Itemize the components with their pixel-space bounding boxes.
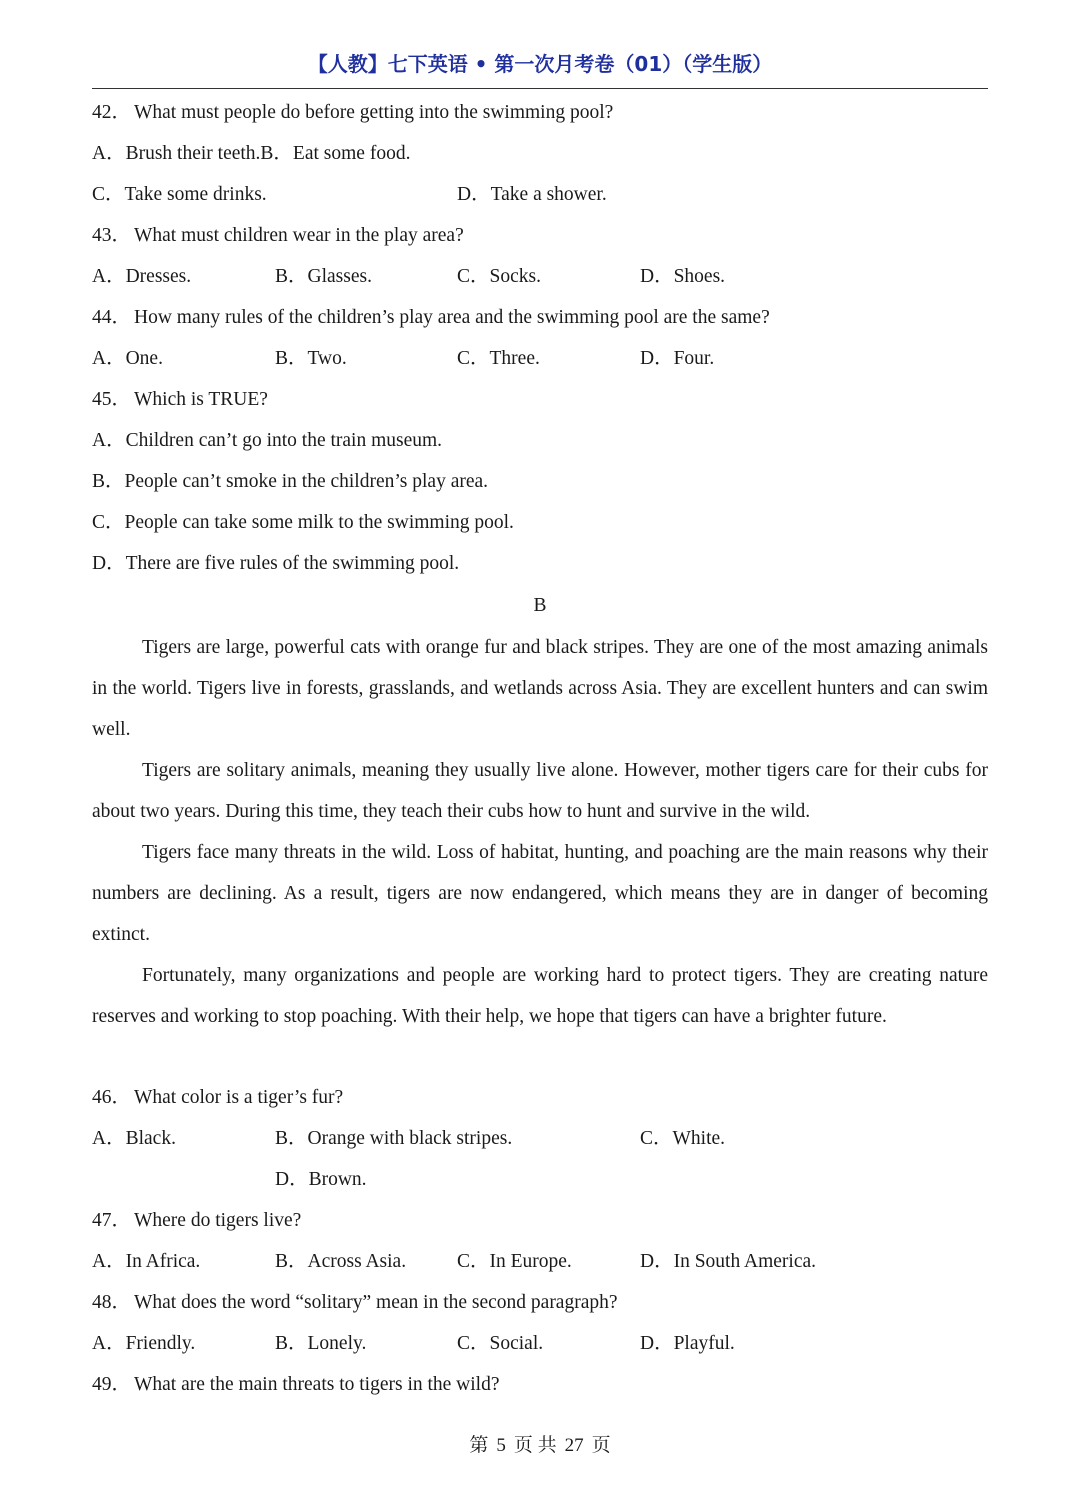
- option-48-a: A．Friendly.: [92, 1333, 196, 1354]
- question-49: [92, 1373, 500, 1397]
- option-43-d: D．Shoes.: [640, 266, 726, 287]
- option-44-b: B．Two.: [275, 348, 347, 369]
- passage-paragraph-3: Tigers face many threats in the wild. Loss of habitat, hunting, and poaching are the main reasons why their numbers are declining. As a result, tigers are now endangered, which means they are in danger of becoming extinct.: [92, 842, 988, 945]
- question-text: What are the main threats to tigers in the wild?: [134, 1374, 500, 1395]
- question-number: 42．: [92, 102, 132, 123]
- option-45-b: B．People can’t smoke in the children’s play area.: [92, 471, 489, 492]
- option-45-c: C．People can take some milk to the swimming pool.: [92, 512, 514, 533]
- question-number: 47．: [92, 1210, 132, 1231]
- option-46-b: B．Orange with black stripes.: [275, 1128, 513, 1149]
- question-47: [92, 1209, 301, 1233]
- option-48-c: C．Social.: [457, 1333, 544, 1354]
- option-42-c: C．Take some drinks.: [92, 184, 267, 205]
- option-46-a: A．Black.: [92, 1128, 176, 1149]
- option-48-d: D．Playful.: [640, 1333, 735, 1354]
- option-44-a: A．One.: [92, 348, 163, 369]
- option-46-c: C．White.: [640, 1128, 726, 1149]
- question-number: 44．: [92, 307, 132, 328]
- option-47-a: A．In Africa.: [92, 1251, 201, 1272]
- question-text: What color is a tiger’s fur?: [134, 1087, 344, 1108]
- option-45-d: D．There are five rules of the swimming pool.: [92, 553, 460, 574]
- page-footer: [0, 1430, 1080, 1457]
- option-45-a: A．Children can’t go into the train museum.: [92, 430, 443, 451]
- option-43-a: A．Dresses.: [92, 266, 192, 287]
- option-46-d: D．Brown.: [275, 1169, 367, 1190]
- question-text: How many rules of the children’s play area and the swimming pool are the same?: [134, 307, 770, 328]
- question-43: [92, 224, 464, 248]
- question-number: 45．: [92, 389, 132, 410]
- option-47-c: C．In Europe.: [457, 1251, 572, 1272]
- question-text: Where do tigers live?: [134, 1210, 302, 1231]
- question-text: What does the word “solitary” mean in the second paragraph?: [134, 1292, 618, 1313]
- question-number: 46．: [92, 1087, 132, 1108]
- footer-prefix: 第: [469, 1435, 489, 1456]
- question-number: 49．: [92, 1374, 132, 1395]
- question-44: [92, 306, 770, 330]
- section-label: B: [533, 595, 547, 616]
- option-47-b: B．Across Asia.: [275, 1251, 407, 1272]
- option-42-ab: A．Brush their teeth.B．Eat some food.: [92, 143, 411, 164]
- footer-page-number: 5: [496, 1435, 506, 1456]
- question-number: 48．: [92, 1292, 132, 1313]
- option-42-d: D．Take a shower.: [457, 184, 607, 205]
- passage-paragraph-4: Fortunately, many organizations and people are working hard to protect tigers. They are creating nature reserves and working to stop poaching. With their help, we hope that tigers can have a brighter future.: [92, 965, 988, 1027]
- option-44-d: D．Four.: [640, 348, 715, 369]
- question-number: 43．: [92, 225, 132, 246]
- footer-total-pages: 27: [564, 1435, 584, 1456]
- option-43-b: B．Glasses.: [275, 266, 372, 287]
- passage-paragraph-2: Tigers are solitary animals, meaning they usually live alone. However, mother tigers care for their cubs for about two years. During this time, they teach their cubs how to hunt and survive in the wild.: [92, 760, 988, 822]
- question-42: [92, 101, 613, 125]
- option-48-b: B．Lonely.: [275, 1333, 367, 1354]
- passage-paragraph-1: Tigers are large, powerful cats with orange fur and black stripes. They are one of the most amazing animals in the world. Tigers live in forests, grasslands, and wetlands across Asia. They are excellent hunters and can swim well.: [92, 637, 988, 740]
- question-45: [92, 388, 268, 412]
- footer-mid: 页 共: [513, 1435, 557, 1456]
- footer-suffix: 页: [591, 1435, 611, 1456]
- question-text: What must people do before getting into the swimming pool?: [134, 102, 614, 123]
- option-43-c: C．Socks.: [457, 266, 541, 287]
- option-44-c: C．Three.: [457, 348, 540, 369]
- option-47-d: D．In South America.: [640, 1251, 817, 1272]
- header-divider: [92, 88, 988, 89]
- question-48: [92, 1291, 618, 1315]
- question-text: What must children wear in the play area?: [134, 225, 464, 246]
- question-text: Which is TRUE?: [134, 389, 268, 410]
- question-46: [92, 1086, 343, 1110]
- page-header-title: 【人教】七下英语 • 第一次月考卷（01）（学生版）: [307, 52, 773, 76]
